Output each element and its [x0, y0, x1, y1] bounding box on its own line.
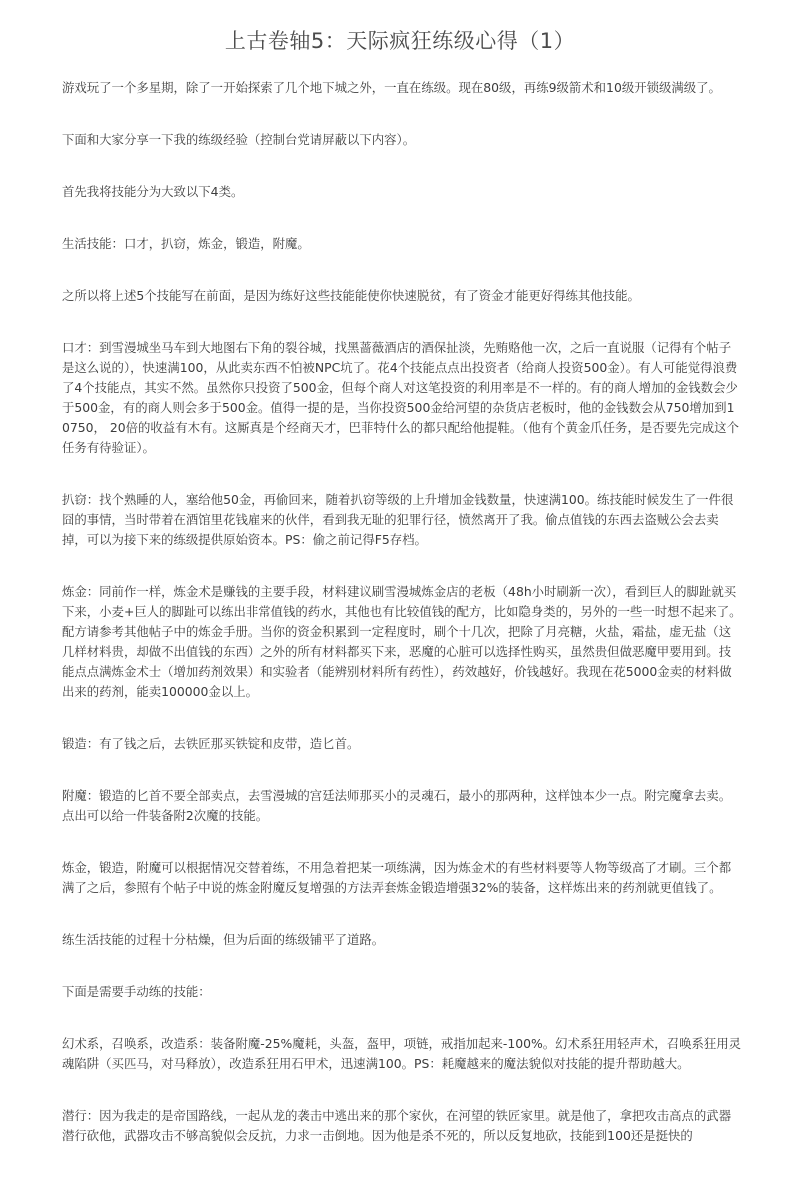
- paragraph-magic: 幻术系，召唤系，改造系：装备附魔-25%魔耗，头盔，盔甲，项链，戒指加起来-100%。幻术系狂用轻声术，召唤系狂用灵魂陷阱（买匹马，对马释放），改造系狂用石甲术，迅速满100。PS：耗魔越来的魔法貌似对技能的提升帮助越大。: [62, 1036, 742, 1071]
- article-body: [62, 78, 742, 1178]
- paragraph-pickpocket: 扒窃：找个熟睡的人，塞给他50金，再偷回来，随着扒窃等级的上升增加金钱数量，快速满100。练技能时候发生了一件很囧的事情，当时带着在酒馆里花钱雇来的伙伴，看到我无耻的犯罪行径，愤然离开了我。偷点值钱的东西去盗贼公会去卖掉，可以为接下来的练级提供原始资本。PS：偷之前记得F5存档。: [62, 492, 734, 547]
- paragraph-speech: 口才：到雪漫城坐马车到大地图右下角的裂谷城，找黑蔷薇酒店的酒保扯淡，先贿赂他一次，之后一直说服（记得有个帖子是这么说的），快速满100，从此卖东西不怕被NPC坑了。花4个技能点点出投资者（给商人投资500金）。有人可能觉得浪费了4个技能点，其实不然。虽然你只投资了500金，但每个商人对这笔投资的利用率是不一样的。有的商人增加的金钱数会少于500金，有的商人则会多于500金。值得一提的是，当你投资500金给河望的杂货店老板时，他的金钱数会从750增加到10750， 20倍的收益有木有。这厮真是个经商天才，巴菲特什么的都只配给他提鞋。（他有个黄金爪任务，是否要先完成这个任务有待验证）。: [62, 340, 739, 455]
- paragraph-manual: 下面是需要手动练的技能：: [62, 984, 211, 999]
- paragraph-life-skills: 生活技能：口才，扒窃，炼金，锻造，附魔。: [62, 236, 310, 251]
- paragraph-enchanting: 附魔：锻造的匕首不要全部卖点，去雪漫城的宫廷法师那买小的灵魂石，最小的那两种，这样蚀本少一点。附完魔拿去卖。点出可以给一件装备附2次魔的技能。: [62, 788, 732, 823]
- paragraph-intro: 游戏玩了一个多星期，除了一开始探索了几个地下城之外，一直在练级。现在80级，再练9级箭术和10级开锁级满级了。: [62, 80, 721, 95]
- paragraph-share: 下面和大家分享一下我的练级经验（控制台党请屏蔽以下内容）。: [62, 132, 416, 147]
- paragraph-combined: 炼金，锻造，附魔可以根据情况交替着练，不用急着把某一项练满，因为炼金术的有些材料要等人物等级高了才刷。三个都满了之后，参照有个帖子中说的炼金附魔反复增强的方法弄套炼金锻造增强32%的装备，这样炼出来的药剂就更值钱了。: [62, 860, 732, 895]
- page-title: 上古卷轴5：天际疯狂练级心得（1）: [224, 29, 576, 53]
- paragraph-smithing: 锻造：有了钱之后，去铁匠那买铁锭和皮带，造匕首。: [62, 736, 360, 751]
- paragraph-reason: 之所以将上述5个技能写在前面，是因为练好这些技能能使你快速脱贫，有了资金才能更好得练其他技能。: [62, 288, 640, 303]
- paragraph-alchemy: 炼金：同前作一样，炼金术是赚钱的主要手段，材料建议刷雪漫城炼金店的老板（48h小时刷新一次），看到巨人的脚趾就买下来，小麦+巨人的脚趾可以练出非常值钱的药水，其他也有比较值钱的配方，比如隐身类的，另外的一些一时想不起来了。配方请参考其他帖子中的炼金手册。当你的资金积累到一定程度时，刷个十几次，把除了月亮糖，火盐，霜盐，虚无盐（这几样材料贵，却做不出值钱的东西）之外的所有材料都买下来，恶魔的心脏可以选择性购买，虽然贵但做恶魔甲要用到。技能点点满炼金术士（增加药剂效果）和实验者（能辨别材料所有药性），药效越好，价钱越好。我现在花5000金卖的材料做出来的药剂，能卖100000金以上。: [62, 584, 742, 699]
- paragraph-boring: 练生活技能的过程十分枯燥，但为后面的练级铺平了道路。: [62, 932, 385, 947]
- paragraph-sneak: 潜行：因为我走的是帝国路线，一起从龙的袭击中逃出来的那个家伙，在河望的铁匠家里。就是他了，拿把攻击高点的武器潜行砍他，武器攻击不够高貌似会反抗，力求一击倒地。因为他是杀不死的，所以反复地砍，技能到100还是挺快的: [62, 1108, 732, 1143]
- paragraph-categories: 首先我将技能分为大致以下4类。: [62, 184, 244, 199]
